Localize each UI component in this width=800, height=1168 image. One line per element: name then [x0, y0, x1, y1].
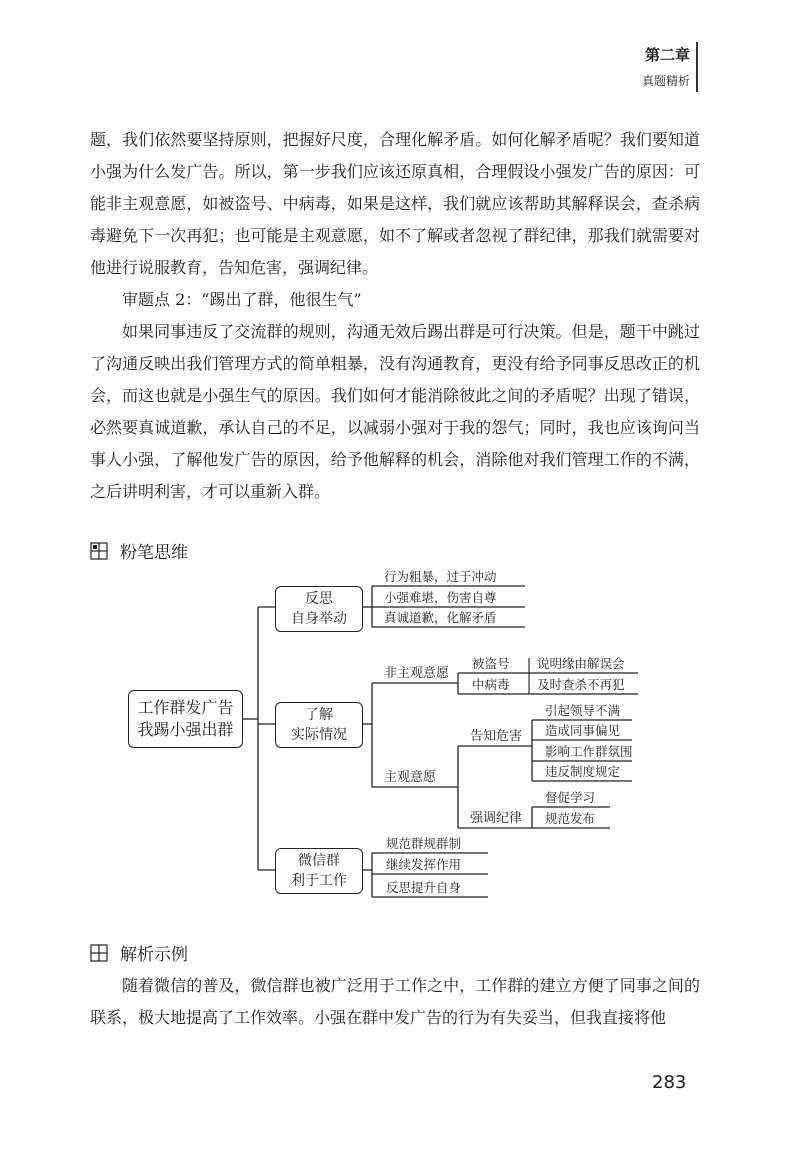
leaf-group-atmosphere: 影响工作群氛围 [545, 744, 633, 759]
paragraph-1: 题，我们依然要坚持原则，把握好尺度，合理化解矛盾。如何化解矛盾呢？我们要知道小强为什么发广告。所以，第一步我们应该还原真相，合理假设小强发广告的原因：可能非主观意愿，如被盗号、中病毒，如果是这样，我们就应该帮助其解释误会，查杀病毒避免下一次再犯；也可能是主观意愿，如不了解或者忽视了群纪律，那我们就需要对他进行说服教育，告知危害，强调纪律。 [90, 130, 700, 277]
paragraph-3: 如果同事违反了交流群的规则，沟通无效后踢出群是可行决策。但是，题干中跳过了沟通反映出我们管理方式的简单粗暴，没有沟通教育，更没有给予同事反思改正的机会，而这也就是小强生气的原因。我们如何才能消除彼此之间的矛盾呢？出现了错误，必然要真诚道歉，承认自己的不足，以减弱小强对于我的怨气；同时，我也应该询问当事人小强，了解他发广告的原因，给予他解释的机会，消除他对我们管理工作的不满，之后讲明利害，才可以重新入群。 [90, 322, 700, 501]
page-number: 283 [652, 1072, 687, 1093]
branch-understand-line-1: 了解 [305, 707, 333, 723]
root-line-2: 我踢小强出群 [137, 720, 234, 739]
analysis-section-heading [90, 940, 188, 965]
leaf-apologize: 真诚道歉，化解矛盾 [384, 610, 497, 625]
mindmap-section-title: 粉笔思维 [120, 543, 188, 563]
cause-virus: 中病毒 [472, 677, 510, 692]
branch-reflect-line-2: 自身举动 [291, 611, 347, 627]
leaf-rough-behavior: 行为粗暴，过于冲动 [384, 569, 497, 584]
leaf-leader-dissatisfied: 引起领导不满 [545, 703, 621, 718]
branch-wechat-line-1: 微信群 [298, 853, 340, 869]
leaf-break-rules: 违反制度规定 [545, 764, 621, 779]
analysis-example-icon [90, 944, 108, 962]
leaf-standard-posting: 规范发布 [545, 811, 596, 826]
remedy-explain: 说明缘由解误会 [537, 656, 625, 671]
chapter-subtitle: 真题精析 [641, 74, 690, 88]
label-involuntary: 非主观意愿 [384, 666, 450, 681]
leaf-group-rules: 规范群规群制 [386, 836, 462, 851]
branch-understand-line-2: 实际情况 [291, 727, 347, 743]
root-line-1: 工作群发广告 [137, 698, 234, 717]
leaf-urge-study: 督促学习 [545, 790, 596, 805]
leaf-self-improve: 反思提升自身 [386, 880, 462, 895]
label-inform-harm: 告知危害 [470, 729, 523, 744]
remedy-scan: 及时查杀不再犯 [537, 677, 625, 692]
branch-wechat-line-2: 利于工作 [291, 873, 347, 889]
review-point-2: 审题点 2：“踢出了群，他很生气” [122, 290, 362, 309]
chapter-title: 第二章 [644, 46, 690, 64]
mindmap-root-node [128, 690, 243, 748]
leaf-embarrassed: 小强难堪，伤害自尊 [384, 590, 497, 605]
analysis-paragraph: 随着微信的普及，微信群也被广泛用于工作之中，工作群的建立方便了同事之间的联系，极大地提高了工作效率。小强在群中发广告的行为有失妥当，但我直接将他 [90, 976, 700, 1027]
branch-wechat-node [275, 848, 363, 894]
cause-account-hacked: 被盗号 [472, 656, 510, 671]
branch-reflect-node [275, 586, 363, 632]
branch-understand-node [275, 702, 363, 748]
leaf-keep-working: 继续发挥作用 [386, 857, 462, 872]
analysis-section-title: 解析示例 [120, 945, 188, 965]
label-stress-discipline: 强调纪律 [470, 811, 523, 826]
branch-reflect-line-1: 反思 [305, 591, 333, 607]
label-voluntary: 主观意愿 [384, 770, 437, 785]
leaf-colleague-bias: 造成同事偏见 [545, 723, 621, 738]
